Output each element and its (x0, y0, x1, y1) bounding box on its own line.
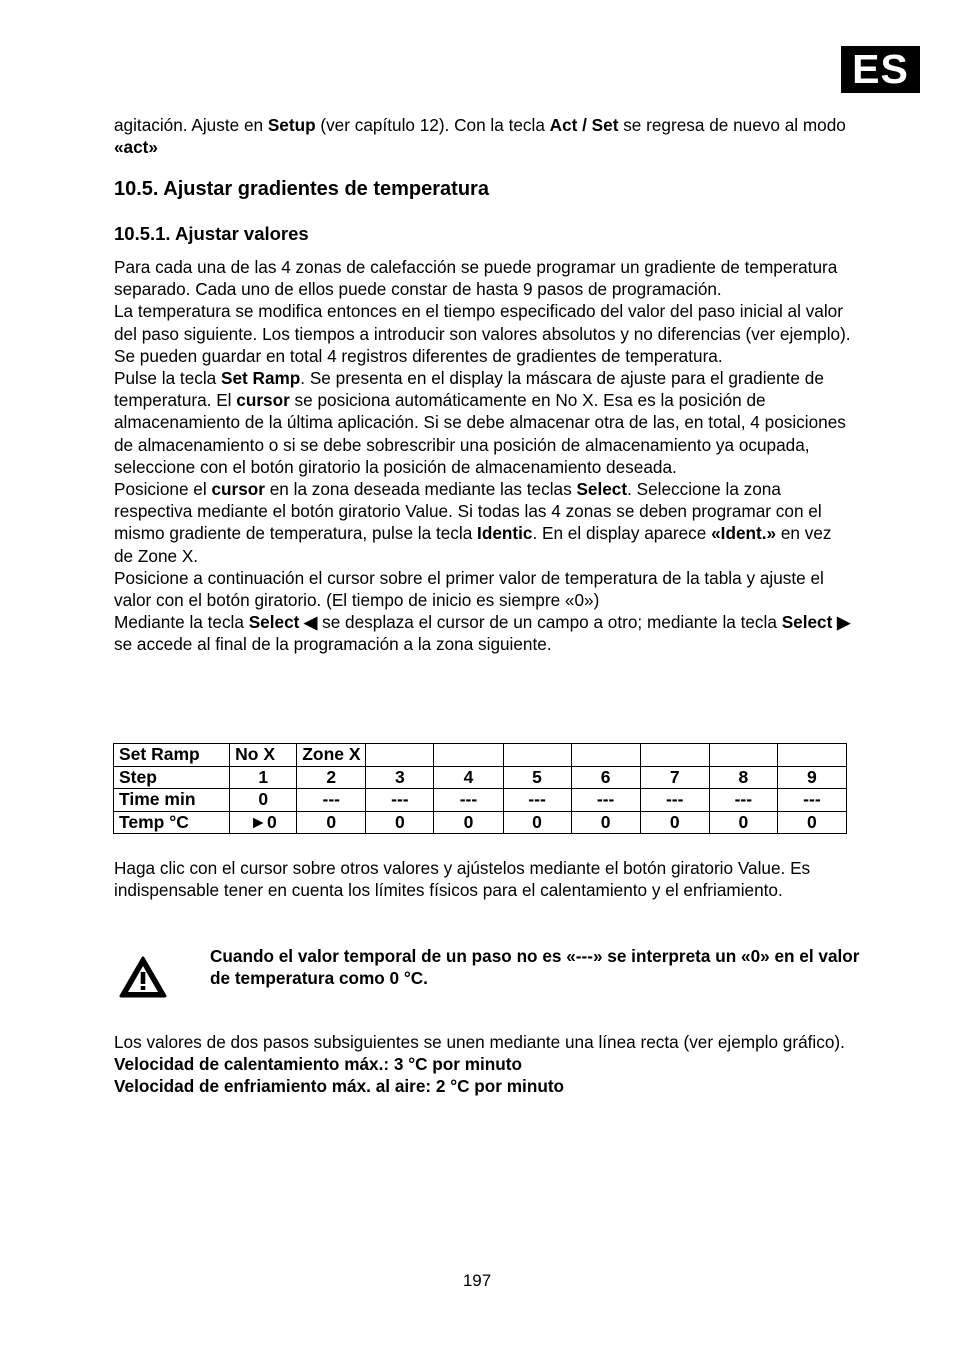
table-cell: 0 (571, 811, 640, 834)
table-cell: --- (503, 789, 571, 812)
body-segment: Se pueden guardar en total 4 registros diferentes de gradientes de temperatura. (114, 345, 723, 366)
body-segment: Identic (477, 523, 533, 544)
body-segment: se posiciona automáticamente en No X. Esa es la posición de almacenamiento de la última aplicación. Si se debe almacenar otra de las, en total, 4 posiciones de almacenamiento o si se debe sobrescribir una posición de almacenamiento ya ocupada, seleccione con el botón giratorio la posición de almacenamiento deseada. (114, 390, 846, 477)
intro-segment: «act» (114, 137, 158, 158)
table-cell: --- (434, 789, 503, 812)
intro-segment: se regresa de nuevo al modo (618, 115, 846, 135)
intro-segment: agitación. Ajuste en (114, 115, 268, 135)
ramp-table (113, 743, 847, 834)
body-segment: se desplaza el cursor de un campo a otro; mediante la tecla (317, 612, 782, 633)
table-cell (640, 744, 709, 767)
table-cell: 0 (434, 811, 503, 834)
body-segment: Para cada una de las 4 zonas de calefacción se puede programar un gradiente de temperatura separado. Cada uno de ellos puede constar de hasta 9 pasos de programación. (114, 257, 838, 300)
table-cell: 9 (777, 766, 846, 789)
table-cell: Step (114, 766, 230, 789)
body-segment: Set Ramp (221, 368, 301, 389)
table-cell (434, 744, 503, 767)
final-text: Los valores de dos pasos subsiguientes se unen mediante una línea recta (ver ejemplo gráfico). (114, 1032, 845, 1052)
body-segment: Pulse la tecla (114, 368, 222, 389)
body-segment: Mediante la tecla (114, 612, 249, 633)
after-table-paragraph: Haga clic con el cursor sobre otros valores y ajústelos mediante el botón giratorio Value. Es indispensable tener en cuenta los límites físicos para el calentamiento y el enfriamiento. (114, 858, 811, 901)
table-cell: --- (571, 789, 640, 812)
warning-icon (119, 955, 167, 999)
warning-text: Cuando el valor temporal de un paso no es «---» se interpreta un «0» en el valor de temperatura como 0 °C. (210, 946, 860, 989)
table-cell: 0 (503, 811, 571, 834)
body-segment: La temperatura se modifica entonces en el tiempo especificado del valor del paso inicial al valor del paso siguiente. Los tiempos a introducir son valores absolutos y no diferencias (ver ejemplo). (114, 301, 851, 344)
body-segment: cursor (236, 390, 290, 411)
table-cell: 3 (366, 766, 434, 789)
table-cell (571, 744, 640, 767)
cool-rate: Velocidad de enfriamiento máx. al aire: 2 °C por minuto (114, 1076, 565, 1097)
table-cell: 6 (571, 766, 640, 789)
table-cell: No X (230, 744, 297, 767)
body-segment: . Se presenta en el display la máscara de ajuste para el gradiente de temperatura. El (114, 368, 824, 411)
table-row (114, 789, 847, 812)
body-segment: Select ▶ (781, 612, 851, 633)
page-number: 197 (462, 1271, 492, 1290)
heat-rate: Velocidad de calentamiento máx.: 3 °C por minuto (114, 1054, 523, 1075)
table-cell (503, 744, 571, 767)
intro-segment: (ver capítulo 12). Con la tecla (315, 115, 550, 135)
table-cell: --- (366, 789, 434, 812)
body-segment: . Seleccione la zona respectiva mediante el botón giratorio Value. Si todas las 4 zonas se deben programar con el mismo gradiente de temperatura, pulse la tecla (114, 479, 822, 544)
table-cell: Zone X (297, 744, 366, 767)
table-cell: --- (297, 789, 366, 812)
body-text (114, 256, 854, 656)
table-cell: 0 (297, 811, 366, 834)
table-cell: --- (709, 789, 777, 812)
table-cell: Set Ramp (114, 744, 230, 767)
body-segment: . En el display aparece (532, 523, 712, 544)
body-segment: Select (576, 479, 628, 500)
body-segment: Posicione el (114, 479, 212, 500)
section-heading: 10.5. Ajustar gradientes de temperatura (114, 178, 489, 200)
body-segment: se accede al final de la programación a la zona siguiente. (114, 634, 552, 655)
table-cell: 5 (503, 766, 571, 789)
intro-segment: Act / Set (549, 115, 619, 135)
table-cell: 1 (230, 766, 297, 789)
final-paragraph (114, 1031, 854, 1098)
body-segment: en la zona deseada mediante las teclas (264, 479, 577, 500)
table-row (114, 766, 847, 789)
table-cell: 0 (709, 811, 777, 834)
table-cell: ►0 (230, 811, 297, 834)
table-cell (777, 744, 846, 767)
table-cell: --- (777, 789, 846, 812)
table-cell: 0 (640, 811, 709, 834)
intro-paragraph (114, 114, 854, 158)
table-cell: 4 (434, 766, 503, 789)
table-row (114, 744, 847, 767)
intro-segment: Setup (267, 115, 316, 135)
table-cell: 8 (709, 766, 777, 789)
body-segment: Select ◀ (248, 612, 318, 633)
body-segment: «Ident.» (711, 523, 777, 544)
table-cell: --- (640, 789, 709, 812)
table-cell: 0 (777, 811, 846, 834)
subsection-heading: 10.5.1. Ajustar valores (114, 223, 309, 244)
body-segment: Posicione a continuación el cursor sobre el primer valor de temperatura de la tabla y ajuste el valor con el botón giratorio. (El tiempo de inicio es siempre «0») (114, 567, 824, 611)
table-cell: 7 (640, 766, 709, 789)
table-cell: Time min (114, 789, 230, 812)
table-cell: 0 (366, 811, 434, 834)
table-cell: Temp °C (114, 811, 230, 834)
body-segment: cursor (211, 479, 265, 500)
table-cell: 0 (230, 789, 297, 812)
table-row (114, 811, 847, 834)
table-cell: 2 (297, 766, 366, 789)
table-cell (366, 744, 434, 767)
language-badge: ES (841, 46, 920, 93)
body-segment: en vez de Zone X. (114, 523, 832, 566)
table-cell (709, 744, 777, 767)
